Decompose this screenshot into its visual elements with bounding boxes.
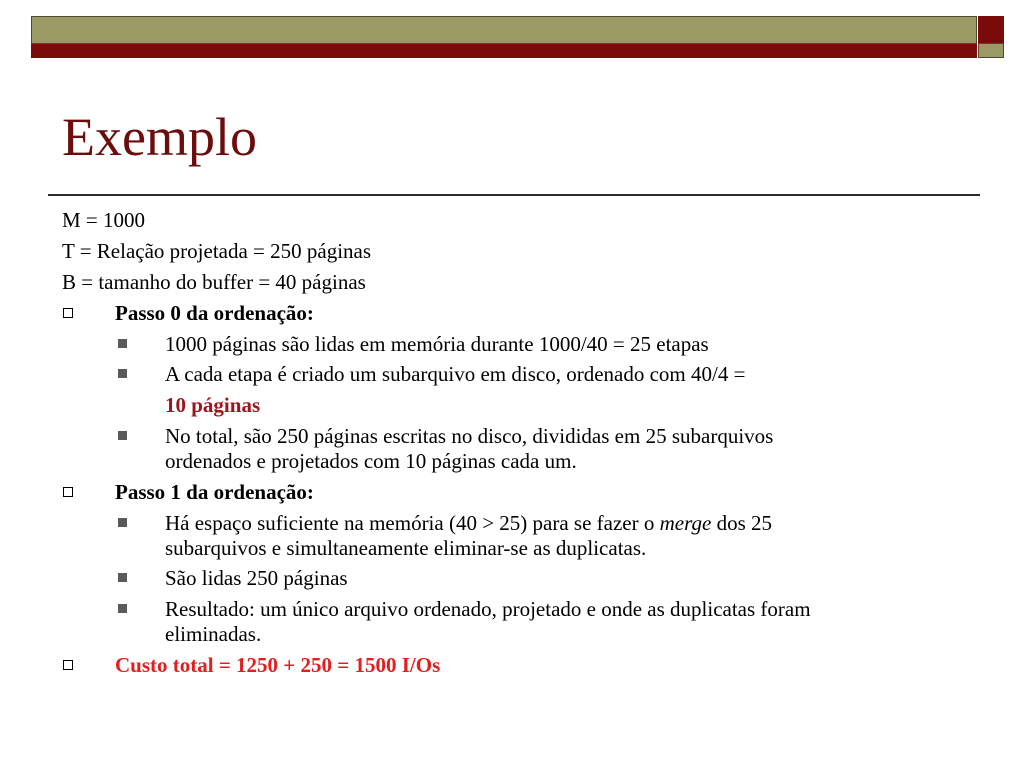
corner-red-block	[978, 16, 1004, 43]
title-divider	[48, 194, 980, 196]
header-red-stripe	[31, 44, 977, 58]
slide-title: Exemplo	[62, 107, 257, 167]
pass1-heading: Passo 1 da ordenação:	[115, 480, 314, 504]
pass0-item-3-line2: ordenados e projetados com 10 páginas cada um.	[165, 449, 577, 473]
pass1-item-3-line1: Resultado: um único arquivo ordenado, projetado e onde as duplicatas foram	[165, 597, 811, 621]
square-bullet-icon	[118, 339, 127, 348]
text-line-t: T = Relação projetada = 250 páginas	[62, 239, 372, 263]
hollow-bullet-icon	[63, 308, 73, 318]
header-band	[31, 16, 977, 58]
header-olive-stripe	[31, 16, 977, 44]
pass1-item-1-line2: subarquivos e simultaneamente eliminar-se as duplicatas.	[165, 536, 647, 560]
text-line-m: M = 1000	[62, 208, 146, 232]
merge-term: merge	[659, 511, 712, 535]
pass1-item-2: São lidas 250 páginas	[165, 566, 348, 590]
pass0-item-3-line1: No total, são 250 páginas escritas no disco, divididas em 25 subarquivos	[165, 424, 774, 448]
square-bullet-icon	[118, 604, 127, 613]
hollow-bullet-icon	[63, 660, 73, 670]
pass1-item-1-part-a: Há espaço suficiente na memória (40 > 25) para se fazer o	[165, 511, 660, 535]
pass0-item-2-highlight: 10 páginas	[165, 393, 261, 417]
square-bullet-icon	[118, 369, 127, 378]
total-cost: Custo total = 1250 + 250 = 1500 I/Os	[115, 653, 441, 677]
corner-olive-block	[978, 43, 1004, 58]
pass1-item-1-part-b: dos 25	[711, 511, 773, 535]
square-bullet-icon	[118, 518, 127, 527]
pass0-item-1: 1000 páginas são lidas em memória durante 1000/40 = 25 etapas	[165, 332, 709, 356]
square-bullet-icon	[118, 573, 127, 582]
text-line-b: B = tamanho do buffer = 40 páginas	[62, 270, 366, 294]
pass0-item-2: A cada etapa é criado um subarquivo em disco, ordenado com 40/4 =	[165, 362, 746, 386]
pass1-item-3-line2: eliminadas.	[165, 622, 262, 646]
hollow-bullet-icon	[63, 487, 73, 497]
pass0-heading: Passo 0 da ordenação:	[115, 301, 314, 325]
square-bullet-icon	[118, 431, 127, 440]
pass1-item-1-line1	[165, 511, 772, 535]
